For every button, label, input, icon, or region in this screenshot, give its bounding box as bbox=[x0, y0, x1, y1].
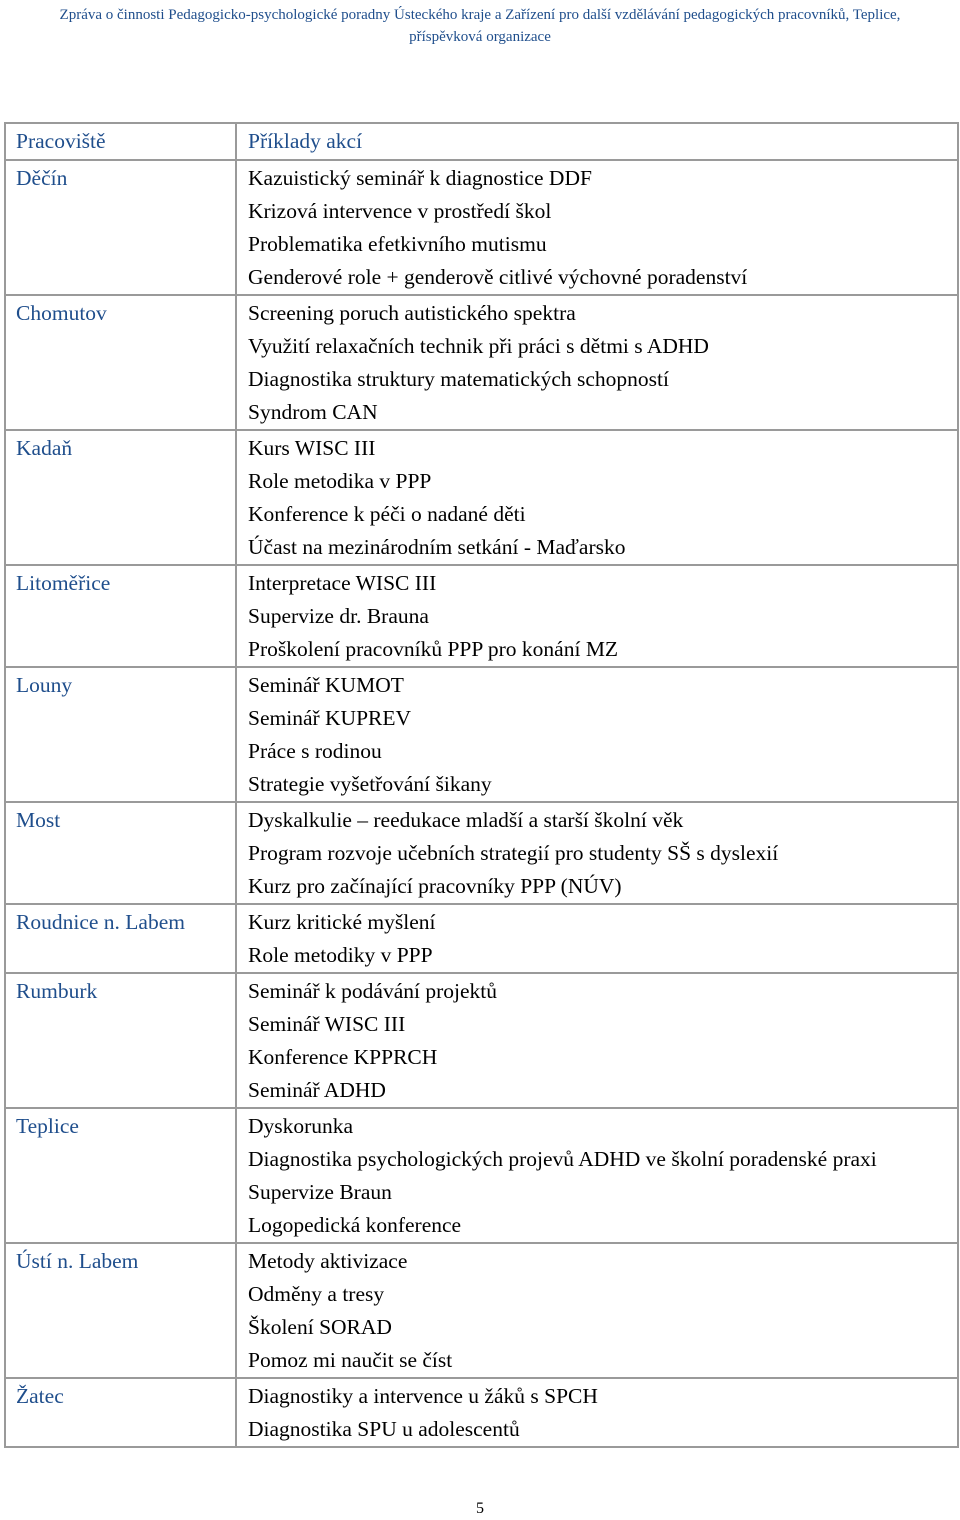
workplace-cell: Most bbox=[5, 802, 236, 904]
action-item: Diagnostika SPU u adolescentů bbox=[248, 1417, 520, 1441]
column-header-actions: Příklady akcí bbox=[236, 123, 958, 160]
actions-cell bbox=[236, 667, 958, 802]
workplace-cell: Roudnice n. Labem bbox=[5, 904, 236, 973]
action-item: Pomoz mi naučit se číst bbox=[248, 1348, 453, 1372]
action-item: Syndrom CAN bbox=[248, 400, 378, 424]
table-header-row bbox=[5, 123, 958, 160]
action-item: Seminář WISC III bbox=[248, 1012, 406, 1036]
column-header-workplace: Pracoviště bbox=[5, 123, 236, 160]
table-row bbox=[5, 973, 958, 1108]
action-item: Proškolení pracovníků PPP pro konání MZ bbox=[248, 637, 619, 661]
action-item: Screening poruch autistického spektra bbox=[248, 301, 576, 325]
table-row bbox=[5, 565, 958, 667]
action-item: Interpretace WISC III bbox=[248, 571, 437, 595]
workplace-cell: Chomutov bbox=[5, 295, 236, 430]
actions-cell bbox=[236, 565, 958, 667]
action-item: Diagnostika psychologických projevů ADHD ve školní poradenské praxi bbox=[248, 1147, 877, 1171]
action-item: Kurz pro začínající pracovníky PPP (NÚV) bbox=[248, 874, 622, 898]
action-item: Využití relaxačních technik při práci s dětmi s ADHD bbox=[248, 334, 709, 358]
action-item: Kurz kritické myšlení bbox=[248, 910, 436, 934]
table-row bbox=[5, 1243, 958, 1378]
table-row bbox=[5, 295, 958, 430]
action-item: Role metodika v PPP bbox=[248, 469, 432, 493]
action-item: Účast na mezinárodním setkání - Maďarsko bbox=[248, 535, 626, 559]
actions-cell bbox=[236, 1108, 958, 1243]
table-row bbox=[5, 802, 958, 904]
action-item: Diagnostiky a intervence u žáků s SPCH bbox=[248, 1384, 598, 1408]
actions-cell bbox=[236, 1378, 958, 1447]
action-item: Genderové role + genderově citlivé výchovné poradenství bbox=[248, 265, 748, 289]
workplace-cell: Děčín bbox=[5, 160, 236, 295]
workplace-cell: Kadaň bbox=[5, 430, 236, 565]
action-item: Konference KPPRCH bbox=[248, 1045, 438, 1069]
action-item: Dyskalkulie – reedukace mladší a starší školní věk bbox=[248, 808, 684, 832]
action-item: Strategie vyšetřování šikany bbox=[248, 772, 492, 796]
workplace-cell: Rumburk bbox=[5, 973, 236, 1108]
table-row bbox=[5, 904, 958, 973]
actions-cell bbox=[236, 802, 958, 904]
actions-cell bbox=[236, 904, 958, 973]
action-item: Seminář KUMOT bbox=[248, 673, 404, 697]
page-number: 5 bbox=[476, 1500, 484, 1517]
workplace-cell: Litoměřice bbox=[5, 565, 236, 667]
actions-cell bbox=[236, 295, 958, 430]
action-item: Kazuistický seminář k diagnostice DDF bbox=[248, 166, 592, 190]
action-item: Problematika efetkivního mutismu bbox=[248, 232, 547, 256]
actions-cell bbox=[236, 160, 958, 295]
action-item: Diagnostika struktury matematických schopností bbox=[248, 367, 669, 391]
action-item: Seminář KUPREV bbox=[248, 706, 412, 730]
action-item: Supervize dr. Brauna bbox=[248, 604, 429, 628]
action-item: Seminář k podávání projektů bbox=[248, 979, 497, 1003]
action-item: Konference k péči o nadané děti bbox=[248, 502, 526, 526]
action-item: Krizová intervence v prostředí škol bbox=[248, 199, 552, 223]
action-item: Kurs WISC III bbox=[248, 436, 376, 460]
table-row bbox=[5, 430, 958, 565]
actions-cell bbox=[236, 430, 958, 565]
actions-table bbox=[4, 122, 959, 1448]
workplace-cell: Louny bbox=[5, 667, 236, 802]
workplace-cell: Ústí n. Labem bbox=[5, 1243, 236, 1378]
action-item: Role metodiky v PPP bbox=[248, 943, 433, 967]
table-row bbox=[5, 667, 958, 802]
action-item: Dyskorunka bbox=[248, 1114, 354, 1138]
action-item: Práce s rodinou bbox=[248, 739, 382, 763]
table-row bbox=[5, 160, 958, 295]
action-item: Program rozvoje učebních strategií pro studenty SŠ s dyslexií bbox=[248, 841, 779, 865]
workplace-cell: Teplice bbox=[5, 1108, 236, 1243]
workplace-cell: Žatec bbox=[5, 1378, 236, 1447]
header-line-2: příspěvková organizace bbox=[409, 29, 551, 45]
table-row bbox=[5, 1378, 958, 1447]
action-item: Seminář ADHD bbox=[248, 1078, 386, 1102]
table-row bbox=[5, 1108, 958, 1243]
action-item: Odměny a tresy bbox=[248, 1282, 385, 1306]
actions-cell bbox=[236, 973, 958, 1108]
action-item: Metody aktivizace bbox=[248, 1249, 408, 1273]
header-line-1: Zpráva o činnosti Pedagogicko-psychologické poradny Ústeckého kraje a Zařízení pro další vzdělávání pedagogických pracovníků, Teplice, bbox=[59, 7, 901, 23]
action-item: Supervize Braun bbox=[248, 1180, 392, 1204]
actions-cell bbox=[236, 1243, 958, 1378]
action-item: Logopedická konference bbox=[248, 1213, 462, 1237]
action-item: Školení SORAD bbox=[248, 1315, 392, 1339]
